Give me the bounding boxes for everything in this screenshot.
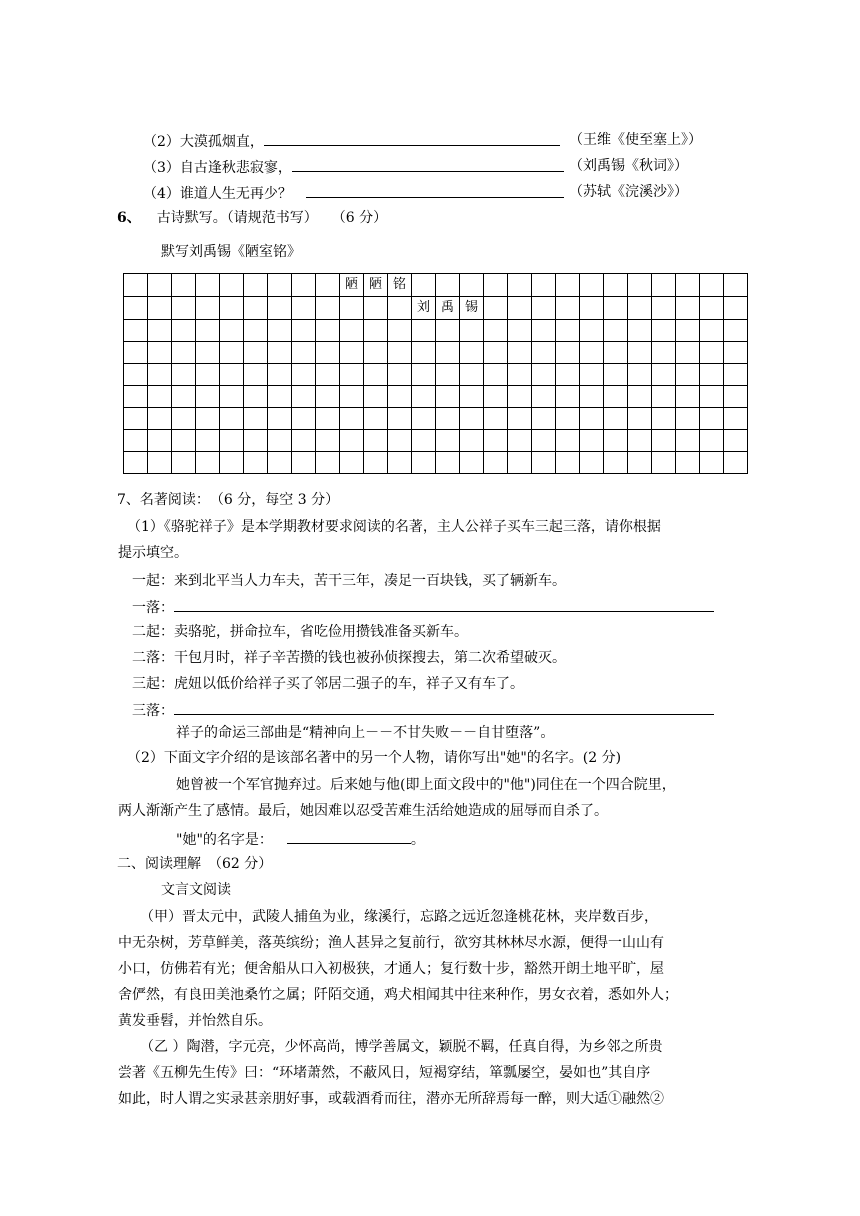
grid-cell[interactable]	[700, 430, 724, 452]
grid-cell[interactable]	[484, 386, 508, 408]
grid-cell[interactable]	[532, 386, 556, 408]
grid-cell[interactable]	[436, 430, 460, 452]
grid-cell[interactable]	[604, 364, 628, 386]
grid-cell[interactable]	[460, 364, 484, 386]
grid-cell[interactable]	[508, 342, 532, 364]
grid-cell[interactable]	[124, 408, 148, 430]
grid-cell[interactable]	[724, 274, 748, 297]
grid-cell[interactable]	[604, 320, 628, 342]
grid-cell[interactable]	[268, 342, 292, 364]
writing-grid	[123, 273, 748, 474]
grid-cell[interactable]	[244, 274, 268, 297]
passage-jia-line-3: 小口，仿佛若有光；便舍船从口入初极狭，才通人；复行数十步，豁然开朗土地平旷，屋	[118, 961, 664, 977]
grid-cell[interactable]	[268, 452, 292, 474]
grid-cell[interactable]	[220, 297, 244, 320]
grid-cell[interactable]	[460, 320, 484, 342]
grid-cell[interactable]	[340, 364, 364, 386]
grid-cell[interactable]	[532, 342, 556, 364]
grid-cell[interactable]	[628, 430, 652, 452]
question-7-p1: （1）《骆驼祥子》是本学期教材要求阅读的名著，主人公祥子买车三起三落，请你根据	[127, 519, 661, 535]
answer-name-line: "她"的名字是： 。	[176, 828, 425, 850]
grid-cell[interactable]	[292, 297, 316, 320]
grid-cell[interactable]	[628, 408, 652, 430]
poem-line-4: （4）谁道人生无再少？	[143, 182, 564, 204]
grid-cell[interactable]	[484, 408, 508, 430]
question-6-sub: 默写刘禹锡《陋室铭》	[161, 244, 301, 260]
grid-cell[interactable]	[268, 408, 292, 430]
grid-cell[interactable]: 陋	[340, 274, 364, 297]
plot-row-6: 三落：	[132, 699, 714, 721]
grid-cell[interactable]	[604, 452, 628, 474]
grid-cell[interactable]	[316, 274, 340, 297]
grid-cell[interactable]	[556, 430, 580, 452]
grid-cell[interactable]	[268, 320, 292, 342]
grid-cell[interactable]	[292, 342, 316, 364]
grid-cell[interactable]	[316, 386, 340, 408]
grid-cell[interactable]	[484, 430, 508, 452]
grid-cell[interactable]: 铭	[388, 274, 412, 297]
grid-cell[interactable]	[196, 320, 220, 342]
grid-cell[interactable]	[724, 320, 748, 342]
grid-cell[interactable]	[604, 408, 628, 430]
grid-cell[interactable]: 刘	[412, 297, 436, 320]
grid-cell[interactable]	[628, 386, 652, 408]
plot-row-5: 三起：虎妞以低价给祥子买了邻居二强子的车，祥子又有车了。	[132, 676, 524, 692]
question-7-p1-cont: 提示填空。	[118, 545, 188, 561]
grid-cell[interactable]	[292, 452, 316, 474]
grid-cell[interactable]	[676, 452, 700, 474]
grid-cell[interactable]	[268, 274, 292, 297]
grid-row	[124, 274, 748, 297]
grid-row	[124, 386, 748, 408]
grid-cell[interactable]	[460, 386, 484, 408]
grid-cell[interactable]	[196, 274, 220, 297]
grid-cell[interactable]	[364, 342, 388, 364]
grid-cell[interactable]	[580, 364, 604, 386]
grid-cell[interactable]	[172, 408, 196, 430]
grid-cell[interactable]	[220, 430, 244, 452]
grid-cell[interactable]	[628, 342, 652, 364]
poem-line-2: （2）大漠孤烟直，	[143, 130, 560, 152]
grid-cell[interactable]	[412, 364, 436, 386]
grid-cell[interactable]	[580, 274, 604, 297]
passage-jia-line-5: 黄发垂髫，并怡然自乐。	[118, 1013, 272, 1029]
grid-cell[interactable]	[172, 364, 196, 386]
grid-cell[interactable]	[676, 430, 700, 452]
grid-cell[interactable]	[124, 320, 148, 342]
grid-cell[interactable]	[604, 297, 628, 320]
grid-cell[interactable]	[580, 320, 604, 342]
grid-cell[interactable]	[436, 320, 460, 342]
grid-cell[interactable]	[388, 386, 412, 408]
grid-cell[interactable]	[484, 364, 508, 386]
grid-cell[interactable]	[508, 297, 532, 320]
grid-cell[interactable]	[292, 430, 316, 452]
grid-cell[interactable]	[556, 452, 580, 474]
grid-cell[interactable]	[700, 274, 724, 297]
grid-cell[interactable]	[220, 386, 244, 408]
grid-cell[interactable]	[460, 342, 484, 364]
grid-cell[interactable]	[388, 408, 412, 430]
grid-cell[interactable]	[460, 452, 484, 474]
grid-cell[interactable]	[196, 386, 220, 408]
grid-cell[interactable]	[364, 430, 388, 452]
grid-cell[interactable]	[196, 408, 220, 430]
grid-cell[interactable]	[532, 274, 556, 297]
grid-cell[interactable]	[724, 342, 748, 364]
grid-cell[interactable]	[604, 386, 628, 408]
answer-blank[interactable]	[292, 156, 564, 172]
grid-cell[interactable]	[340, 386, 364, 408]
grid-cell[interactable]	[364, 386, 388, 408]
grid-cell[interactable]	[652, 342, 676, 364]
question-6: 6、 古诗默写。（请规范书写） （6 分）	[117, 210, 388, 226]
grid-cell[interactable]	[244, 430, 268, 452]
grid-row	[124, 320, 748, 342]
grid-cell[interactable]	[148, 408, 172, 430]
grid-row	[124, 342, 748, 364]
answer-blank[interactable]	[287, 828, 411, 844]
grid-cell[interactable]	[628, 452, 652, 474]
grid-cell[interactable]	[364, 364, 388, 386]
grid-cell[interactable]	[628, 274, 652, 297]
grid-cell[interactable]	[508, 386, 532, 408]
grid-cell[interactable]	[412, 342, 436, 364]
plot-row-2: 一落：	[132, 596, 714, 618]
grid-cell[interactable]	[724, 452, 748, 474]
grid-cell[interactable]	[316, 452, 340, 474]
grid-cell[interactable]	[580, 386, 604, 408]
passage-yi-line-1: （乙 ）陶潜，字元亮，少怀高尚，博学善属文，颖脱不羁，任真自得，为乡邻之所贵	[140, 1039, 663, 1055]
question-7-p2: （2）下面文字介绍的是该部名著中的另一个人物，请你写出"她"的名字。(2 分)	[127, 750, 622, 766]
grid-cell[interactable]	[724, 297, 748, 320]
passage-yi-line-3: 如此，时人谓之实录甚亲朋好事，或载酒肴而往，潜亦无所辞焉每一醉，则大适①融然②	[118, 1091, 664, 1107]
grid-cell[interactable]	[724, 430, 748, 452]
grid-cell[interactable]	[676, 386, 700, 408]
grid-cell[interactable]	[220, 274, 244, 297]
grid-cell[interactable]	[532, 297, 556, 320]
grid-cell[interactable]	[604, 274, 628, 297]
grid-cell[interactable]	[676, 274, 700, 297]
grid-cell[interactable]	[652, 452, 676, 474]
grid-cell[interactable]	[388, 320, 412, 342]
grid-cell[interactable]	[124, 274, 148, 297]
passage-jia-line-2: 中无杂树，芳草鲜美，落英缤纷；渔人甚异之复前行，欲穷其林林尽水源，便得一山山有	[118, 935, 664, 951]
grid-cell[interactable]	[316, 297, 340, 320]
grid-cell[interactable]	[148, 364, 172, 386]
poem-line-3: （3）自古逢秋悲寂寥，	[143, 156, 564, 178]
grid-cell[interactable]: 禹	[436, 297, 460, 320]
grid-cell[interactable]	[388, 452, 412, 474]
grid-cell[interactable]	[292, 386, 316, 408]
grid-cell[interactable]	[532, 408, 556, 430]
grid-cell[interactable]	[700, 386, 724, 408]
grid-cell[interactable]	[412, 408, 436, 430]
grid-cell[interactable]	[340, 408, 364, 430]
passage-jia-line-1: （甲）晋太元中，武陵人捕鱼为业，缘溪行，忘路之远近忽逢桃花林，夹岸数百步，	[140, 909, 658, 925]
grid-cell[interactable]	[340, 342, 364, 364]
grid-cell[interactable]	[244, 408, 268, 430]
grid-cell[interactable]	[436, 274, 460, 297]
grid-cell[interactable]: 陋	[364, 274, 388, 297]
poem-source-2: （王维《使至塞上》）	[569, 132, 702, 148]
grid-cell[interactable]	[436, 452, 460, 474]
grid-cell[interactable]	[484, 274, 508, 297]
plot-row-4: 二落：干包月时，祥子辛苦攒的钱也被孙侦探搜去，第二次希望破灭。	[132, 650, 566, 666]
poem-source-4: （苏轼《浣溪沙》）	[569, 184, 688, 200]
grid-cell[interactable]	[172, 320, 196, 342]
grid-cell[interactable]	[580, 430, 604, 452]
grid-cell[interactable]	[580, 297, 604, 320]
grid-cell[interactable]	[508, 430, 532, 452]
grid-cell[interactable]	[388, 430, 412, 452]
grid-cell[interactable]	[556, 408, 580, 430]
grid-cell[interactable]	[340, 320, 364, 342]
grid-cell[interactable]	[700, 452, 724, 474]
grid-cell[interactable]	[532, 364, 556, 386]
grid-cell[interactable]	[244, 297, 268, 320]
grid-cell[interactable]	[700, 342, 724, 364]
grid-cell[interactable]	[556, 320, 580, 342]
grid-row	[124, 408, 748, 430]
grid-cell[interactable]	[316, 430, 340, 452]
grid-cell[interactable]	[364, 452, 388, 474]
grid-cell[interactable]	[724, 364, 748, 386]
grid-cell[interactable]	[676, 408, 700, 430]
grid-cell[interactable]	[124, 386, 148, 408]
grid-row	[124, 297, 748, 320]
grid-cell[interactable]	[172, 297, 196, 320]
question-7-p2-text2: 两人渐渐产生了感情。最后，她因难以忍受苦难生活给她造成的屈辱而自杀了。	[118, 803, 608, 819]
grid-cell[interactable]	[316, 364, 340, 386]
grid-cell[interactable]	[268, 386, 292, 408]
grid-cell[interactable]	[244, 452, 268, 474]
grid-cell[interactable]	[412, 274, 436, 297]
grid-row	[124, 430, 748, 452]
grid-cell[interactable]	[292, 408, 316, 430]
classical-reading-title: 文言文阅读	[161, 882, 231, 898]
grid-cell[interactable]	[508, 452, 532, 474]
grid-cell[interactable]	[484, 297, 508, 320]
grid-cell[interactable]	[436, 386, 460, 408]
grid-cell[interactable]	[556, 274, 580, 297]
poem-source-3: （刘禹锡《秋词》）	[569, 158, 688, 174]
grid-cell[interactable]	[148, 297, 172, 320]
grid-cell[interactable]	[220, 364, 244, 386]
grid-cell[interactable]	[700, 364, 724, 386]
grid-cell[interactable]	[580, 342, 604, 364]
grid-cell[interactable]	[508, 364, 532, 386]
grid-cell[interactable]	[196, 430, 220, 452]
grid-cell[interactable]	[484, 452, 508, 474]
grid-cell[interactable]	[628, 320, 652, 342]
grid-cell[interactable]	[604, 342, 628, 364]
grid-cell[interactable]	[244, 364, 268, 386]
grid-cell[interactable]	[196, 342, 220, 364]
grid-cell[interactable]	[220, 342, 244, 364]
grid-cell[interactable]	[532, 320, 556, 342]
grid-row	[124, 364, 748, 386]
grid-cell[interactable]	[652, 297, 676, 320]
question-7-title: 7、名著阅读： （6 分，每空 3 分）	[117, 492, 340, 508]
grid-cell[interactable]	[556, 342, 580, 364]
grid-cell[interactable]	[412, 452, 436, 474]
grid-cell[interactable]	[628, 297, 652, 320]
grid-cell[interactable]	[724, 408, 748, 430]
grid-cell[interactable]	[580, 408, 604, 430]
grid-cell[interactable]	[196, 452, 220, 474]
grid-cell[interactable]	[388, 297, 412, 320]
grid-cell[interactable]	[700, 320, 724, 342]
grid-cell[interactable]	[388, 342, 412, 364]
section-2-title: 二、阅读理解 （62 分）	[117, 856, 273, 872]
grid-cell[interactable]	[460, 430, 484, 452]
grid-cell[interactable]: 锡	[460, 297, 484, 320]
answer-blank[interactable]	[174, 596, 714, 612]
grid-cell[interactable]	[316, 342, 340, 364]
grid-cell[interactable]	[148, 430, 172, 452]
grid-cell[interactable]	[172, 342, 196, 364]
grid-cell[interactable]	[148, 274, 172, 297]
grid-cell[interactable]	[148, 320, 172, 342]
grid-cell[interactable]	[580, 452, 604, 474]
grid-cell[interactable]	[412, 320, 436, 342]
grid-cell[interactable]	[652, 408, 676, 430]
grid-cell[interactable]	[364, 297, 388, 320]
grid-cell[interactable]	[196, 364, 220, 386]
grid-cell[interactable]	[148, 452, 172, 474]
grid-cell[interactable]	[340, 430, 364, 452]
grid-cell[interactable]	[412, 430, 436, 452]
grid-cell[interactable]	[532, 430, 556, 452]
grid-cell[interactable]	[676, 364, 700, 386]
grid-cell[interactable]	[460, 274, 484, 297]
grid-cell[interactable]	[556, 386, 580, 408]
grid-cell[interactable]	[268, 364, 292, 386]
grid-cell[interactable]	[244, 320, 268, 342]
grid-cell[interactable]	[628, 364, 652, 386]
grid-cell[interactable]	[652, 364, 676, 386]
question-7-p2-text1: 她曾被一个军官抛弃过。后来她与他(即上面文段中的"他")同住在一个四合院里，	[176, 777, 676, 793]
passage-yi-line-2: 尝著《五柳先生传》曰：“环堵萧然，不蔽风日，短褐穿结，箪瓢屡空，晏如也”其自序	[118, 1065, 651, 1081]
grid-cell[interactable]	[316, 408, 340, 430]
grid-cell[interactable]	[724, 386, 748, 408]
grid-cell[interactable]	[508, 274, 532, 297]
grid-cell[interactable]	[172, 452, 196, 474]
plot-row-3: 二起：卖骆驼，拼命拉车，省吃俭用攒钱准备买新车。	[132, 624, 468, 640]
answer-blank[interactable]	[174, 699, 714, 715]
grid-cell[interactable]	[604, 430, 628, 452]
grid-cell[interactable]	[292, 364, 316, 386]
grid-cell[interactable]	[676, 297, 700, 320]
grid-cell[interactable]	[700, 297, 724, 320]
grid-cell[interactable]	[316, 320, 340, 342]
passage-jia-line-4: 舍俨然，有良田美池桑竹之属；阡陌交通，鸡犬相闻其中往来种作，男女衣着，悉如外人；	[118, 987, 678, 1003]
grid-cell[interactable]	[220, 408, 244, 430]
grid-cell[interactable]	[292, 274, 316, 297]
grid-cell[interactable]	[676, 320, 700, 342]
grid-cell[interactable]	[244, 386, 268, 408]
grid-cell[interactable]	[124, 342, 148, 364]
grid-cell[interactable]	[172, 274, 196, 297]
grid-cell[interactable]	[124, 430, 148, 452]
grid-cell[interactable]	[532, 452, 556, 474]
grid-cell[interactable]	[220, 452, 244, 474]
grid-cell[interactable]	[196, 297, 220, 320]
grid-cell[interactable]	[652, 274, 676, 297]
grid-cell[interactable]	[172, 430, 196, 452]
grid-cell[interactable]	[268, 297, 292, 320]
grid-cell[interactable]	[364, 320, 388, 342]
grid-cell[interactable]	[220, 320, 244, 342]
grid-cell[interactable]	[508, 320, 532, 342]
grid-cell[interactable]	[340, 452, 364, 474]
grid-cell[interactable]	[124, 297, 148, 320]
grid-cell[interactable]	[292, 320, 316, 342]
grid-cell[interactable]	[508, 408, 532, 430]
grid-cell[interactable]	[556, 297, 580, 320]
grid-cell[interactable]	[460, 408, 484, 430]
grid-cell[interactable]	[124, 364, 148, 386]
grid-cell[interactable]	[436, 342, 460, 364]
grid-cell[interactable]	[676, 342, 700, 364]
grid-row	[124, 452, 748, 474]
grid-cell[interactable]	[484, 342, 508, 364]
grid-cell[interactable]	[388, 364, 412, 386]
grid-cell[interactable]	[484, 320, 508, 342]
grid-cell[interactable]	[364, 408, 388, 430]
grid-cell[interactable]	[340, 297, 364, 320]
grid-cell[interactable]	[652, 386, 676, 408]
plot-row-1: 一起：来到北平当人力车夫，苦干三年，凑足一百块钱，买了辆新车。	[132, 573, 566, 589]
grid-cell[interactable]	[124, 452, 148, 474]
grid-cell[interactable]	[244, 342, 268, 364]
grid-cell[interactable]	[652, 430, 676, 452]
grid-cell[interactable]	[172, 386, 196, 408]
grid-cell[interactable]	[700, 408, 724, 430]
grid-cell[interactable]	[148, 342, 172, 364]
grid-cell[interactable]	[148, 386, 172, 408]
grid-cell[interactable]	[556, 364, 580, 386]
plot-summary: 祥子的命运三部曲是“精神向上－－不甘失败－－自甘堕落”。	[176, 725, 555, 741]
grid-cell[interactable]	[412, 386, 436, 408]
answer-blank[interactable]	[306, 182, 564, 198]
grid-cell[interactable]	[268, 430, 292, 452]
grid-cell[interactable]	[652, 320, 676, 342]
answer-blank[interactable]	[264, 130, 560, 146]
grid-cell[interactable]	[436, 408, 460, 430]
grid-cell[interactable]	[436, 364, 460, 386]
